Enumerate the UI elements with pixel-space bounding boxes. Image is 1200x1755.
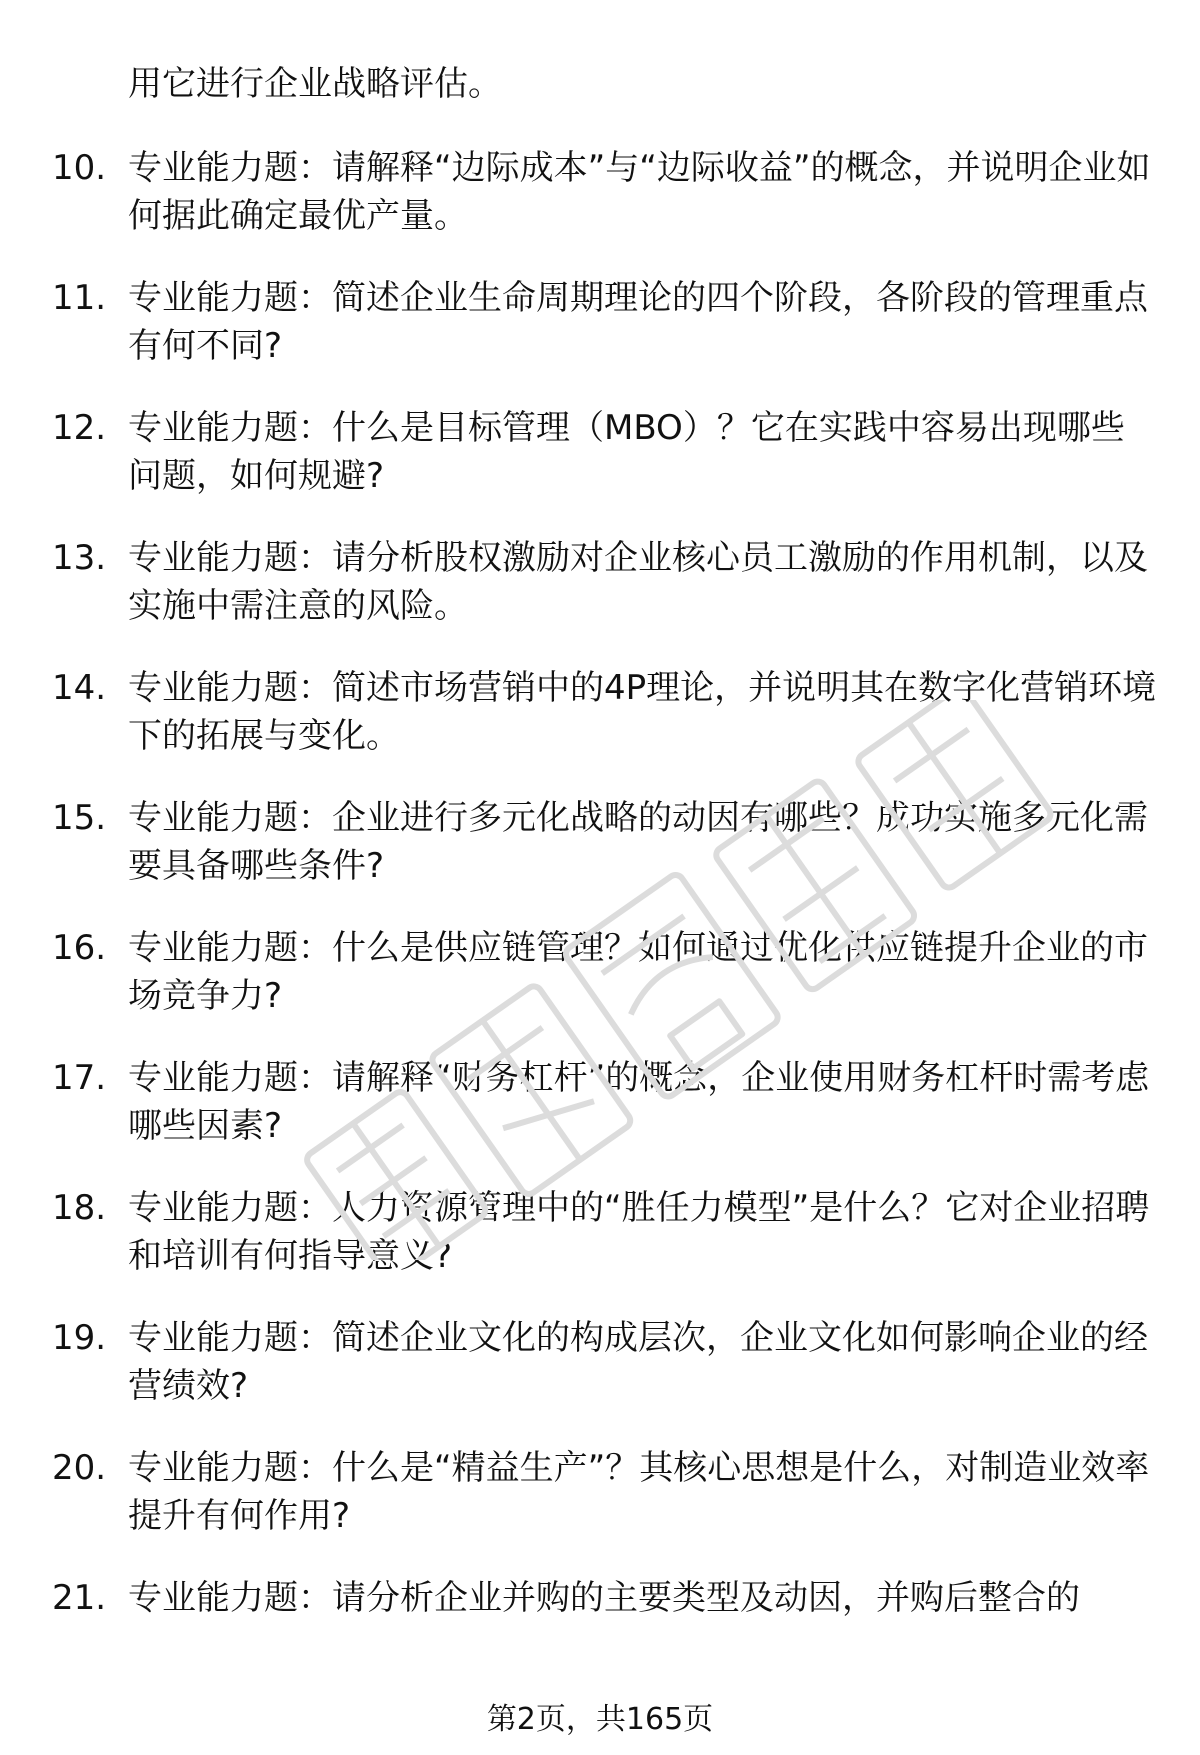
question-text: 专业能力题：什么是供应链管理？如何通过优化供应链提升企业的市场竞争力? xyxy=(128,928,1148,1016)
question-item xyxy=(0,1184,1200,1314)
question-item xyxy=(0,274,1200,404)
question-list xyxy=(0,144,1200,1704)
question-number: 12. xyxy=(52,408,107,448)
question-text: 专业能力题：请解释“边际成本”与“边际收益”的概念，并说明企业如何据此确定最优产量。 xyxy=(128,148,1151,236)
question-number: 10. xyxy=(52,148,107,188)
question-item xyxy=(0,1444,1200,1574)
question-text: 专业能力题：简述企业生命周期理论的四个阶段，各阶段的管理重点有何不同? xyxy=(128,278,1148,366)
question-item xyxy=(0,144,1200,274)
question-number: 11. xyxy=(52,278,107,318)
question-item xyxy=(0,664,1200,794)
question-text: 专业能力题：人力资源管理中的“胜任力模型”是什么？它对企业招聘和培训有何指导意义? xyxy=(128,1188,1150,1276)
question-text: 专业能力题：请解释“财务杠杆”的概念，企业使用财务杠杆时需考虑哪些因素? xyxy=(128,1058,1150,1146)
question-item xyxy=(0,1314,1200,1444)
question-number: 17. xyxy=(52,1058,107,1098)
question-item xyxy=(0,924,1200,1054)
question-number: 14. xyxy=(52,668,107,708)
question-number: 20. xyxy=(52,1448,107,1488)
question-number: 15. xyxy=(52,798,107,838)
question-item xyxy=(0,1574,1200,1704)
question-text: 专业能力题：什么是“精益生产”？其核心思想是什么，对制造业效率提升有何作用? xyxy=(128,1448,1150,1536)
question-number: 16. xyxy=(52,928,107,968)
question-text: 专业能力题：请分析企业并购的主要类型及动因，并购后整合的 xyxy=(128,1578,1080,1618)
continuation-text: 用它进行企业战略评估。 xyxy=(128,64,502,104)
question-number: 18. xyxy=(52,1188,107,1228)
question-text: 专业能力题：什么是目标管理（MBO）？它在实践中容易出现哪些问题，如何规避? xyxy=(128,408,1125,496)
question-text: 专业能力题：简述企业文化的构成层次，企业文化如何影响企业的经营绩效? xyxy=(128,1318,1148,1406)
question-item xyxy=(0,404,1200,534)
question-number: 21. xyxy=(52,1578,107,1618)
question-text: 专业能力题：企业进行多元化战略的动因有哪些？成功实施多元化需要具备哪些条件? xyxy=(128,798,1148,886)
question-item xyxy=(0,1054,1200,1184)
question-item xyxy=(0,794,1200,924)
question-item xyxy=(0,534,1200,664)
question-text: 专业能力题：简述市场营销中的4P理论，并说明其在数字化营销环境下的拓展与变化。 xyxy=(128,668,1157,756)
question-number: 19. xyxy=(52,1318,107,1358)
page-footer: 第2页，共165页 xyxy=(486,1702,714,1737)
question-text: 专业能力题：请分析股权激励对企业核心员工激励的作用机制，以及实施中需注意的风险。 xyxy=(128,538,1148,626)
question-number: 13. xyxy=(52,538,107,578)
